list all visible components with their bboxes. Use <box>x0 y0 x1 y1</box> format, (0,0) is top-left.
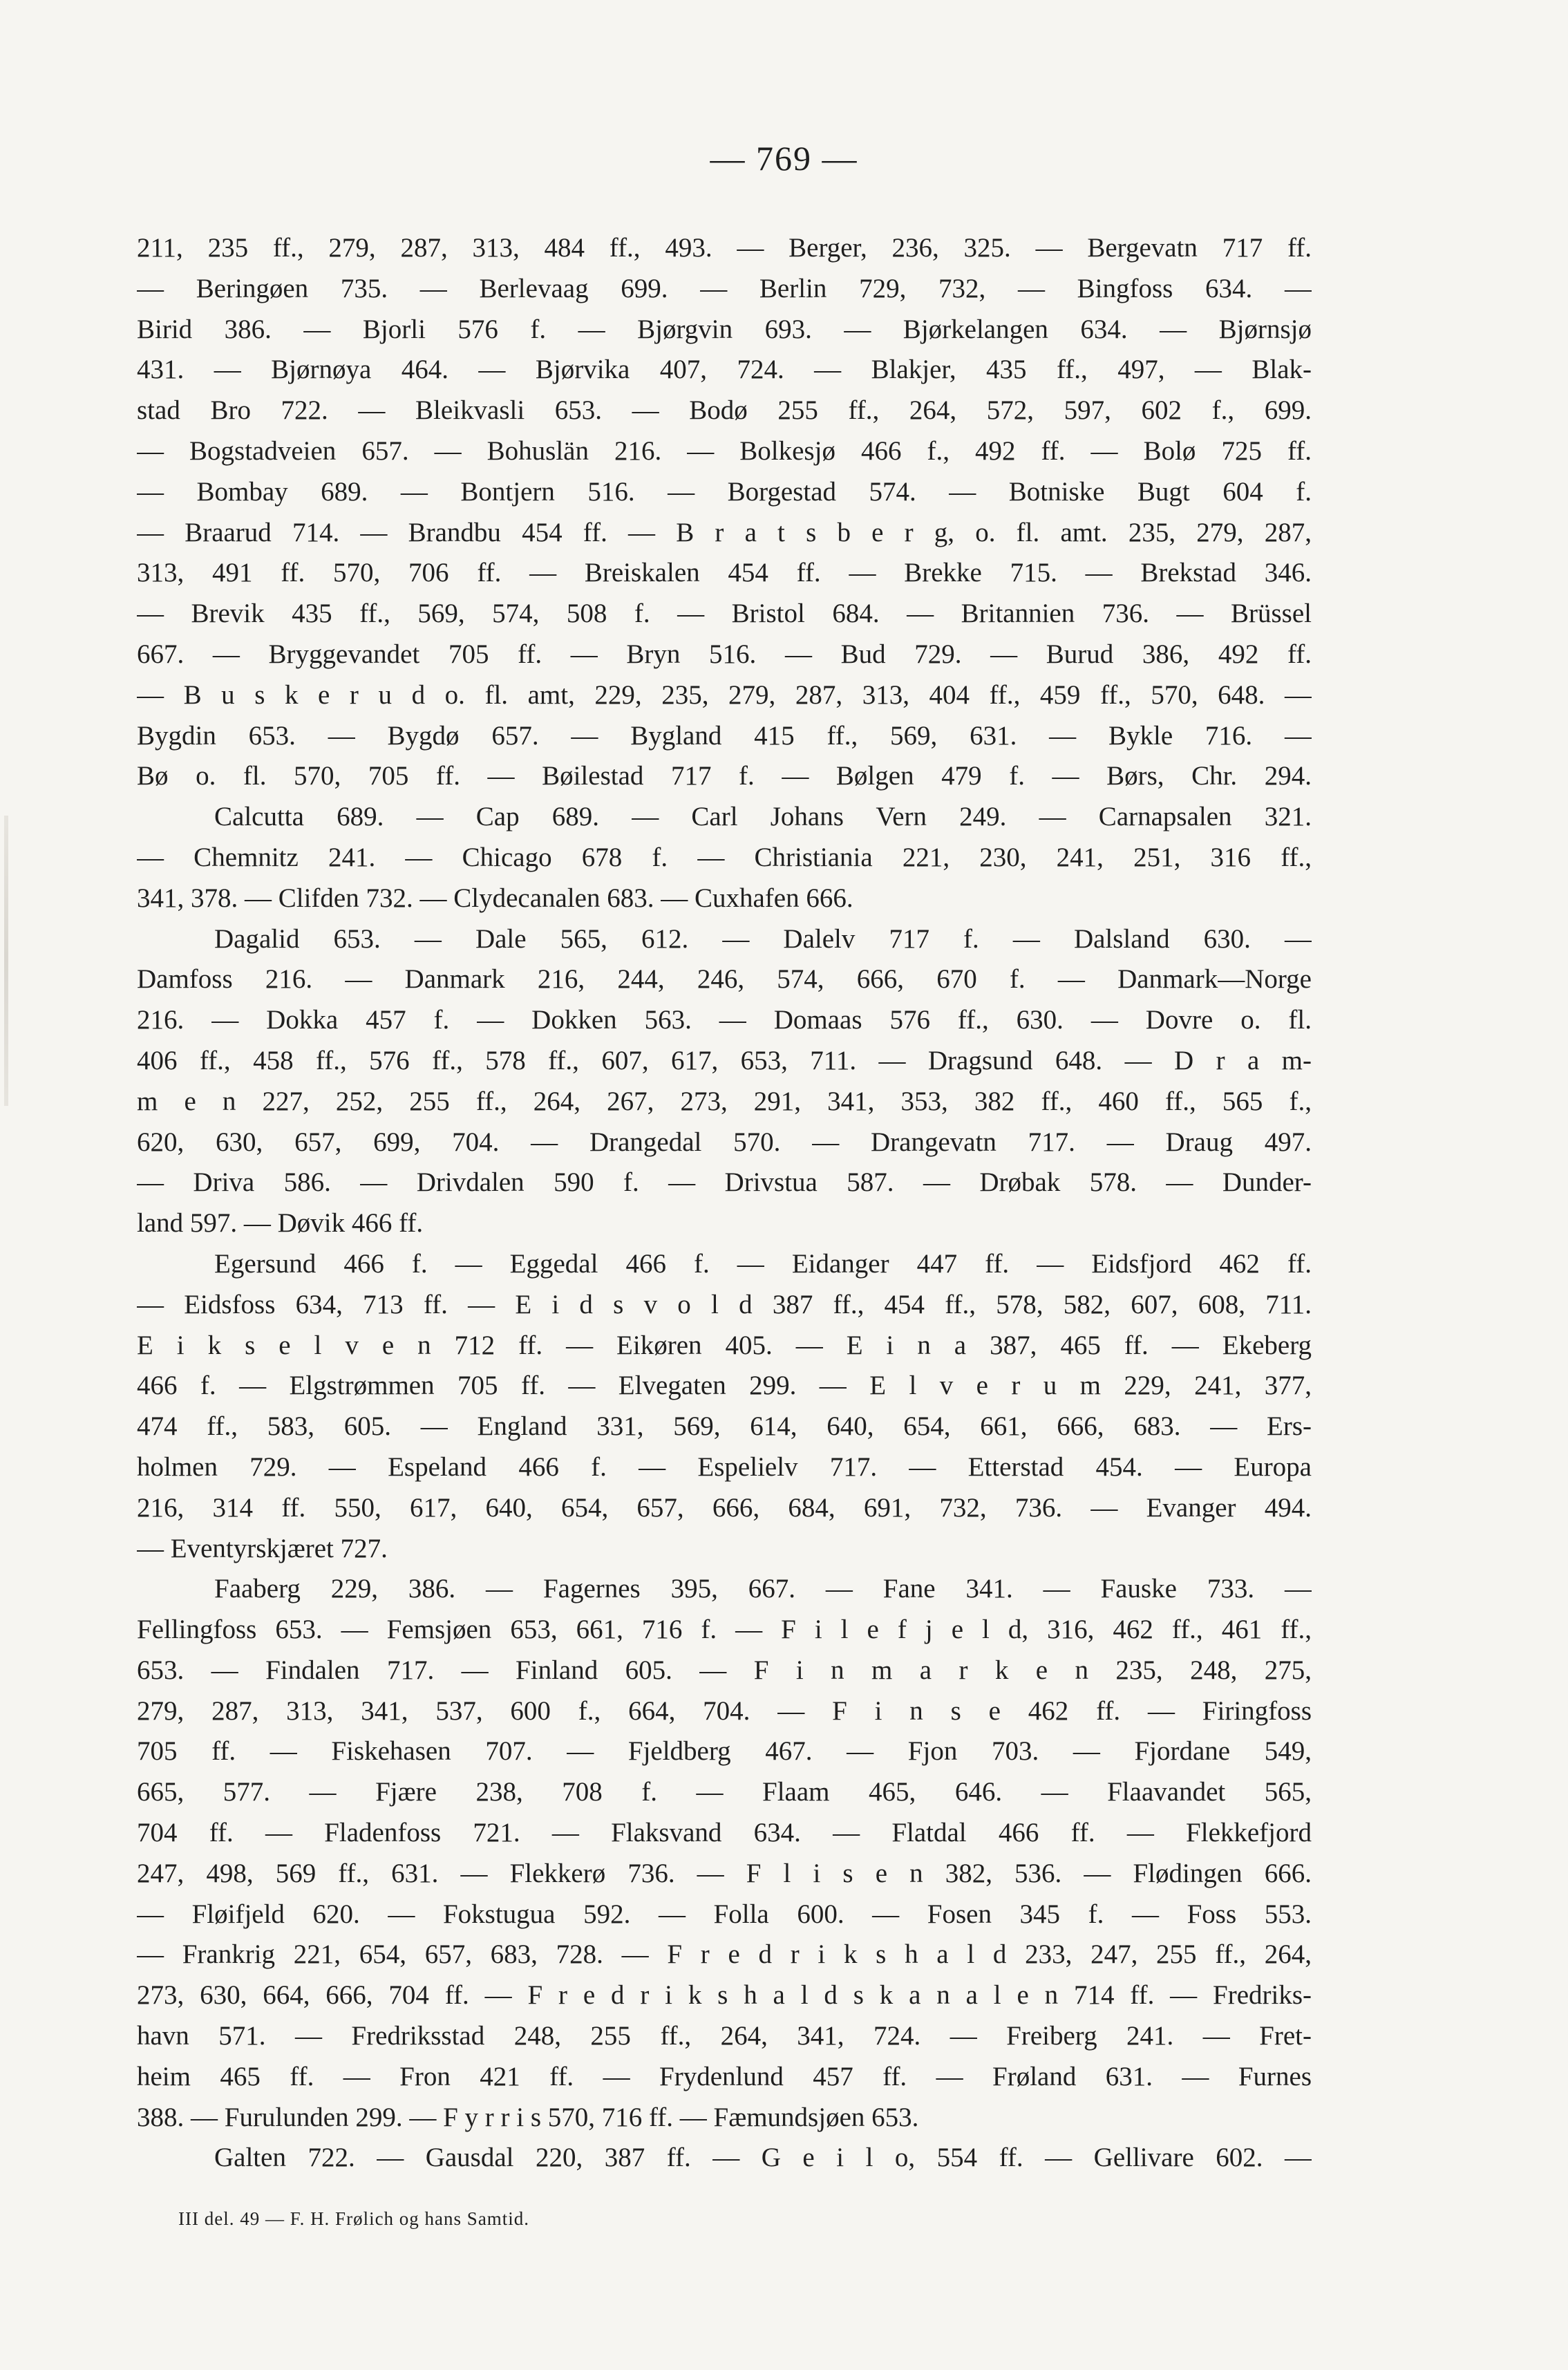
index-line: 667. — Bryggevandet 705 ff. — Bryn 516. — Bud 729. — Burud 386, 492 ff. <box>137 639 1312 669</box>
index-line: 665, 577. — Fjære 238, 708 f. — Flaam 465, 646. — Flaavandet 565, <box>137 1777 1312 1807</box>
index-line: 620, 630, 657, 699, 704. — Drangedal 570. — Drangevatn 717. — Draug 497. <box>137 1127 1312 1157</box>
index-line: — Braarud 714. — Brandbu 454 ff. — B r a t s b e r g, o. fl. amt. 235, 279, 287, <box>137 517 1312 547</box>
signature-mark: III del. 49 — F. H. Frølich og hans Samtid. <box>178 2208 530 2229</box>
index-line: Galten 722. — Gausdal 220, 387 ff. — G e i l o, 554 ff. — Gellivare 602. — <box>214 2143 1312 2173</box>
page-edge-shadow <box>4 816 8 1106</box>
index-line: Fellingfoss 653. — Femsjøen 653, 661, 716 f. — F i l e f j e l d, 316, 462 ff., 461 ff., <box>137 1615 1312 1645</box>
index-line: 216, 314 ff. 550, 617, 640, 654, 657, 666, 684, 691, 732, 736. — Evanger 494. <box>137 1492 1312 1523</box>
index-line: — Frankrig 221, 654, 657, 683, 728. — F r e d r i k s h a l d 233, 247, 255 ff., 264, <box>137 1939 1312 1970</box>
index-line: — Beringøen 735. — Berlevaag 699. — Berlin 729, 732, — Bingfoss 634. — <box>137 273 1312 303</box>
index-line: 406 ff., 458 ff., 576 ff., 578 ff., 607, 617, 653, 711. — Dragsund 648. — D r a m- <box>137 1045 1312 1075</box>
index-line: — Bombay 689. — Bontjern 516. — Borgestad 574. — Botniske Bugt 604 f. <box>137 476 1312 507</box>
index-line: Egersund 466 f. — Eggedal 466 f. — Eidanger 447 ff. — Eidsfjord 462 ff. <box>214 1248 1312 1279</box>
index-line: — Bogstadveien 657. — Bohuslän 216. — Bolkesjø 466 f., 492 ff. — Bolø 725 ff. <box>137 435 1312 466</box>
index-line: 216. — Dokka 457 f. — Dokken 563. — Domaas 576 ff., 630. — Dovre o. fl. <box>137 1005 1312 1035</box>
index-line: — Brevik 435 ff., 569, 574, 508 f. — Bristol 684. — Britannien 736. — Brüssel <box>137 599 1312 629</box>
index-line: havn 571. — Fredriksstad 248, 255 ff., 264, 341, 724. — Freiberg 241. — Fret- <box>137 2021 1312 2051</box>
index-line: 704 ff. — Fladenfoss 721. — Flaksvand 634. — Flatdal 466 ff. — Flekkefjord <box>137 1818 1312 1848</box>
index-line: — Chemnitz 241. — Chicago 678 f. — Christiania 221, 230, 241, 251, 316 ff., <box>137 842 1312 872</box>
index-line: — Eventyrskjæret 727. <box>137 1533 388 1563</box>
index-line: 474 ff., 583, 605. — England 331, 569, 614, 640, 654, 661, 666, 683. — Ers- <box>137 1411 1312 1442</box>
index-line: Birid 386. — Bjorli 576 f. — Bjørgvin 693. — Bjørkelangen 634. — Bjørnsjø <box>137 314 1312 344</box>
index-line: 431. — Bjørnøya 464. — Bjørvika 407, 724. — Blakjer, 435 ff., 497, — Blak- <box>137 355 1312 385</box>
index-line: Bygdin 653. — Bygdø 657. — Bygland 415 ff., 569, 631. — Bykle 716. — <box>137 720 1312 751</box>
index-line: — Fløifjeld 620. — Fokstugua 592. — Folla 600. — Fosen 345 f. — Foss 553. <box>137 1899 1312 1929</box>
index-line: E i k s e l v e n 712 ff. — Eikøren 405. — E i n a 387, 465 ff. — Ekeberg <box>137 1330 1312 1360</box>
index-body <box>137 228 1312 2179</box>
index-line: Dagalid 653. — Dale 565, 612. — Dalelv 717 f. — Dalsland 630. — <box>214 923 1312 954</box>
index-line: — Eidsfoss 634, 713 ff. — E i d s v o l d 387 ff., 454 ff., 578, 582, 607, 608, 711. <box>137 1289 1312 1319</box>
index-line: — Driva 586. — Drivdalen 590 f. — Drivstua 587. — Drøbak 578. — Dunder- <box>137 1167 1312 1198</box>
index-line: — B u s k e r u d o. fl. amt, 229, 235, 279, 287, 313, 404 ff., 459 ff., 570, 648. — <box>137 679 1312 710</box>
index-line: 653. — Findalen 717. — Finland 605. — F i n m a r k e n 235, 248, 275, <box>137 1655 1312 1685</box>
index-line: Damfoss 216. — Danmark 216, 244, 246, 574, 666, 670 f. — Danmark—Norge <box>137 964 1312 995</box>
index-line: heim 465 ff. — Fron 421 ff. — Frydenlund 457 ff. — Frøland 631. — Furnes <box>137 2061 1312 2091</box>
index-line: 279, 287, 313, 341, 537, 600 f., 664, 704. — F i n s e 462 ff. — Firingfoss <box>137 1695 1312 1726</box>
index-line: 466 f. — Elgstrømmen 705 ff. — Elvegaten 299. — E l v e r u m 229, 241, 377, <box>137 1371 1312 1401</box>
index-line: 273, 630, 664, 666, 704 ff. — F r e d r i k s h a l d s k a n a l e n 714 ff. — Fredriks- <box>137 1980 1312 2011</box>
index-line: 341, 378. — Clifden 732. — Clydecanalen 683. — Cuxhafen 666. <box>137 883 853 913</box>
index-line: holmen 729. — Espeland 466 f. — Espelielv 717. — Etterstad 454. — Europa <box>137 1451 1312 1482</box>
index-line: 705 ff. — Fiskehasen 707. — Fjeldberg 467. — Fjon 703. — Fjordane 549, <box>137 1736 1312 1767</box>
page-number: — 769 — <box>710 139 858 178</box>
index-line: Bø o. fl. 570, 705 ff. — Bøilestad 717 f. — Bølgen 479 f. — Børs, Chr. 294. <box>137 761 1312 791</box>
index-line: m e n 227, 252, 255 ff., 264, 267, 273, 291, 341, 353, 382 ff., 460 ff., 565 f., <box>137 1086 1312 1116</box>
index-line: 313, 491 ff. 570, 706 ff. — Breiskalen 454 ff. — Brekke 715. — Brekstad 346. <box>137 558 1312 588</box>
index-line: stad Bro 722. — Bleikvasli 653. — Bodø 255 ff., 264, 572, 597, 602 f., 699. <box>137 395 1312 426</box>
index-line: land 597. — Døvik 466 ff. <box>137 1208 424 1239</box>
index-line: Calcutta 689. — Cap 689. — Carl Johans Vern 249. — Carnapsalen 321. <box>214 802 1312 832</box>
index-line: Faaberg 229, 386. — Fagernes 395, 667. — Fane 341. — Fauske 733. — <box>214 1574 1312 1604</box>
index-line: 247, 498, 569 ff., 631. — Flekkerø 736. — F l i s e n 382, 536. — Flødingen 666. <box>137 1858 1312 1888</box>
index-line: 388. — Furulunden 299. — F y r r i s 570, 716 ff. — Fæmundsjøen 653. <box>137 2102 919 2132</box>
index-line: 211, 235 ff., 279, 287, 313, 484 ff., 493. — Berger, 236, 325. — Bergevatn 717 ff. <box>137 233 1312 263</box>
